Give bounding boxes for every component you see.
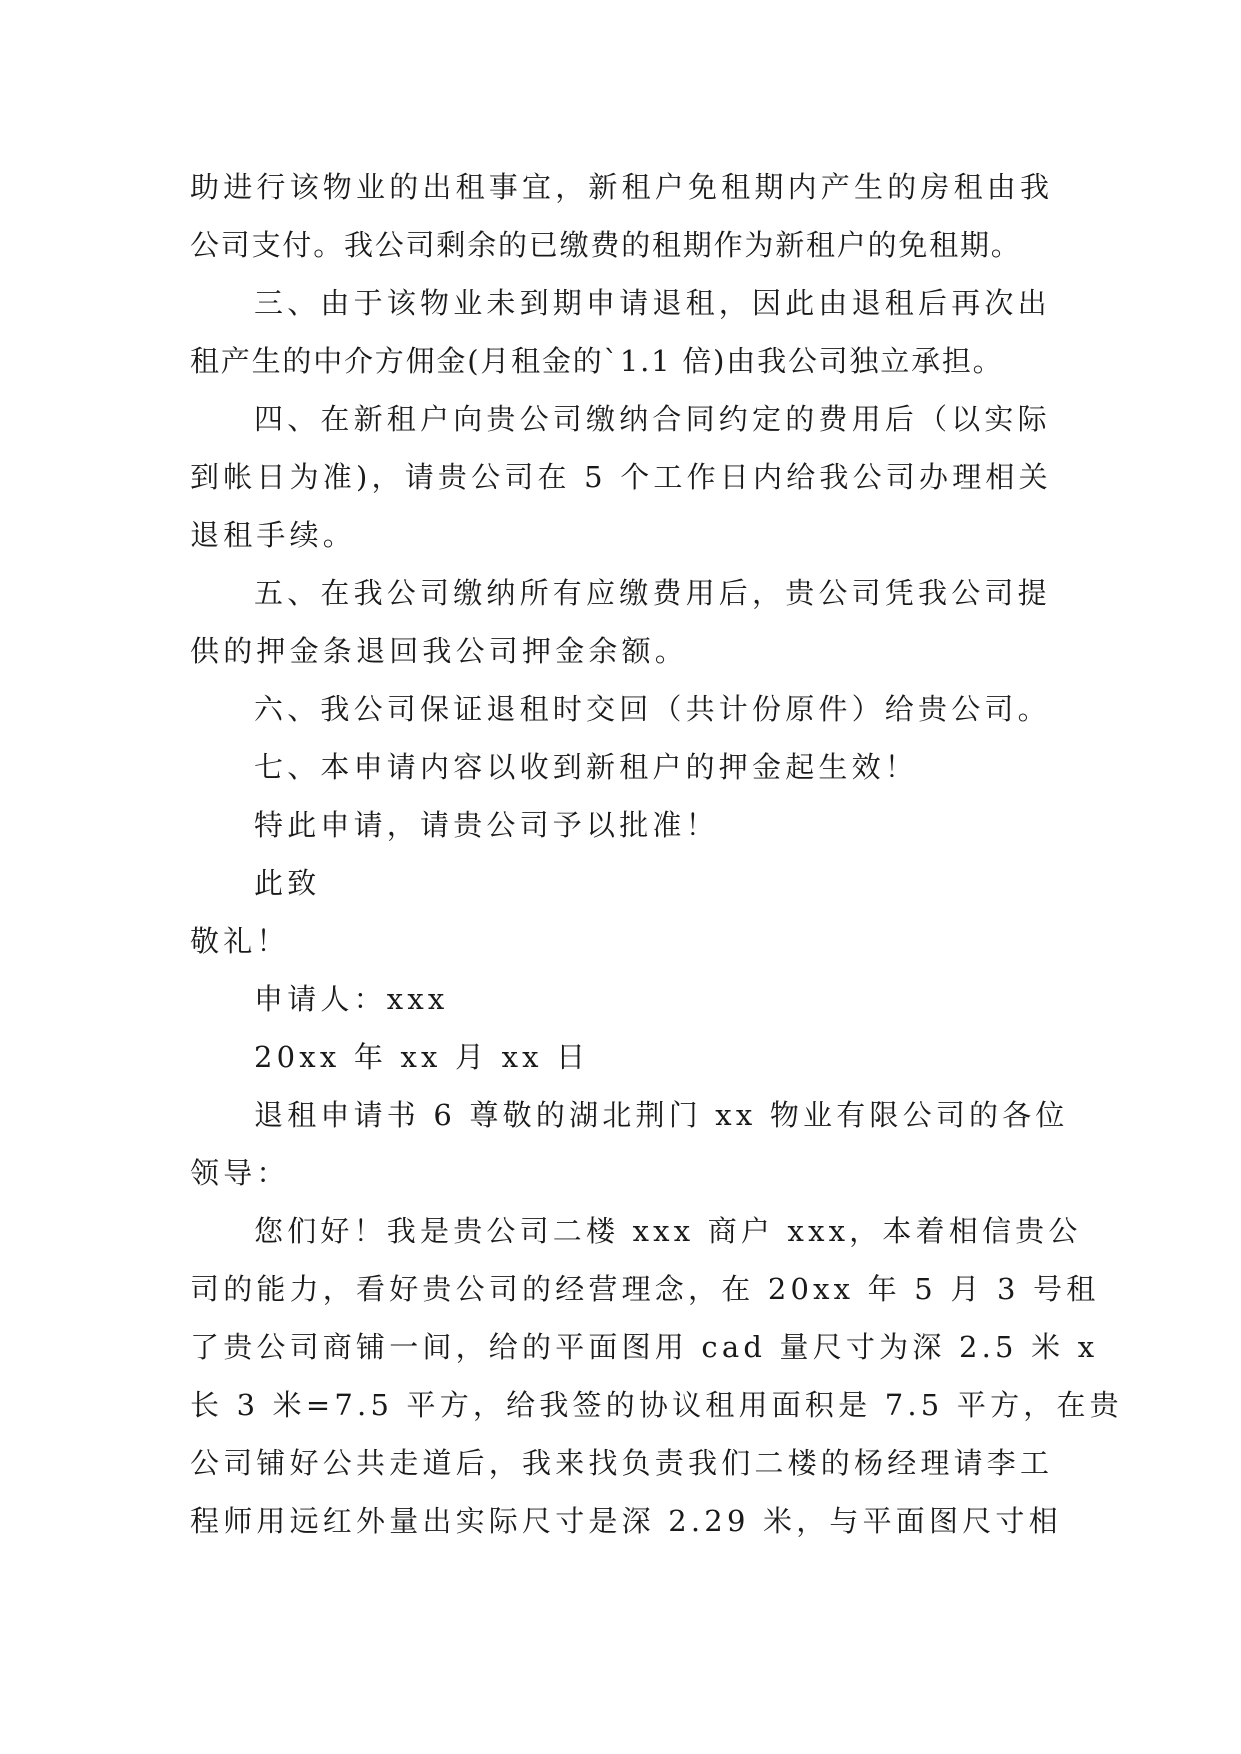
text-line: 您们好！我是贵公司二楼 xxx 商户 xxx，本着相信贵公 (254, 1214, 1082, 1248)
text-line: 长 3 米=7.5 平方，给我签的协议租用面积是 7.5 平方，在贵 (190, 1388, 1123, 1422)
text-line: 司的能力，看好贵公司的经营理念，在 20xx 年 5 月 3 号租 (190, 1272, 1100, 1306)
text-line: 了贵公司商铺一间，给的平面图用 cad 量尺寸为深 2.5 米 x (190, 1330, 1099, 1364)
text-line: 五、在我公司缴纳所有应缴费用后，贵公司凭我公司提 (254, 576, 1051, 610)
text-line: 到帐日为准)，请贵公司在 5 个工作日内给我公司办理相关 (190, 460, 1052, 494)
text-line: 六、我公司保证退租时交回（共计份原件）给贵公司。 (254, 692, 1051, 726)
date-line: 20xx 年 xx 月 xx 日 (254, 1040, 590, 1074)
text-line: 领导： (190, 1156, 290, 1190)
text-line: 敬礼！ (190, 924, 290, 958)
text-line: 程师用远红外量出实际尺寸是深 2.29 米，与平面图尺寸相 (190, 1504, 1062, 1538)
text-line: 助进行该物业的出租事宜，新租户免租期内产生的房租由我 (190, 170, 1054, 204)
text-line: 公司支付。我公司剩余的已缴费的租期作为新租户的免租期。 (190, 228, 1022, 262)
text-line: 七、本申请内容以收到新租户的押金起生效！ (254, 750, 919, 784)
text-line: 公司铺好公共走道后，我来找负责我们二楼的杨经理请李工 (190, 1446, 1054, 1480)
text-line: 供的押金条退回我公司押金余额。 (190, 634, 689, 668)
text-line: 四、在新租户向贵公司缴纳合同约定的费用后（以实际 (254, 402, 1051, 436)
text-line: 退租申请书 6 尊敬的湖北荆门 xx 物业有限公司的各位 (254, 1098, 1069, 1132)
text-line: 三、由于该物业未到期申请退租，因此由退租后再次出 (254, 286, 1051, 320)
document-body (190, 158, 1123, 1550)
text-line: 此致 (254, 866, 321, 900)
text-line: 特此申请，请贵公司予以批准！ (254, 808, 719, 842)
signature-line: 申请人：xxx (254, 982, 449, 1016)
text-line: 退租手续。 (190, 518, 357, 552)
text-line: 租产生的中介方佣金(月租金的`1.1 倍)由我公司独立承担。 (190, 344, 1004, 378)
